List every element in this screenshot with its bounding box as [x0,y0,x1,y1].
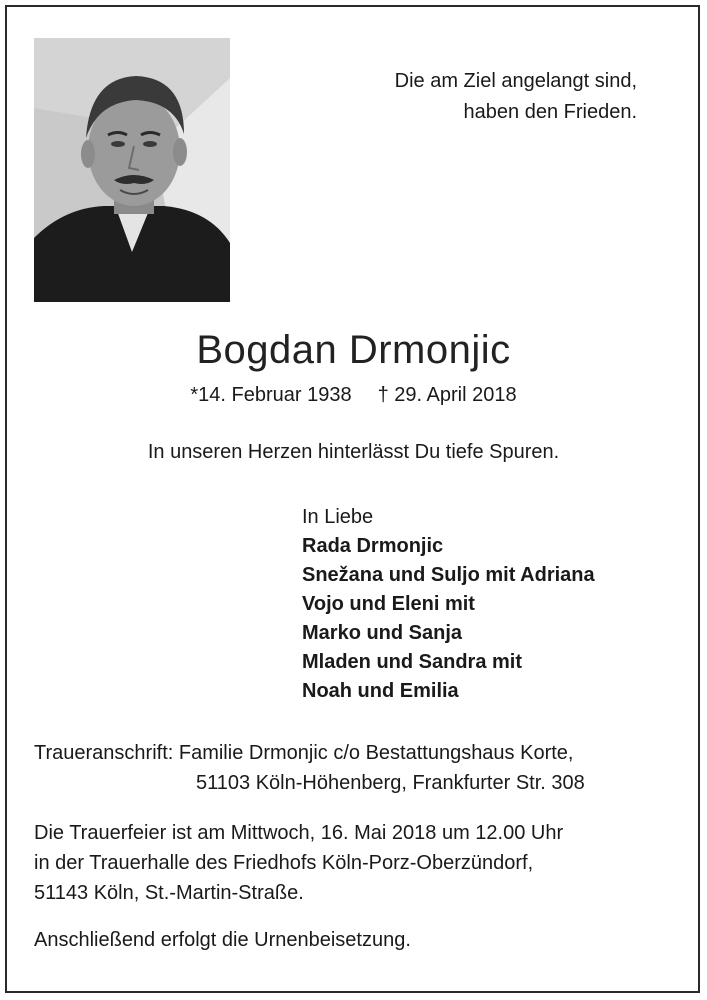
deceased-name: Bogdan Drmonjic [196,328,511,372]
motto-quote [317,66,637,128]
mourner-name: Noah und Emilia [302,680,459,702]
life-dates [0,384,707,407]
mourner-name: Vojo und Eleni mit [302,593,475,615]
mourner-name: Marko und Sanja [302,622,463,644]
mourner-name: Rada Drmonjic [302,535,444,557]
ceremony-line-2: in der Trauerhalle des Friedhofs Köln-Porz-Oberzündorf, [34,852,534,874]
mourner-name: Snežana und Suljo mit Adriana [302,564,595,586]
portrait-image [34,38,230,302]
ceremony-line-1: Die Trauerfeier ist am Mittwoch, 16. Mai 2018 um 12.00 Uhr [34,822,564,844]
ceremony-details [34,818,563,908]
ceremony-line-3: 51143 Köln, St.-Martin-Straße. [34,882,304,904]
address-line-1: Traueranschrift: Familie Drmonjic c/o Bestattungshaus Korte, [34,742,574,764]
birth-date: *14. Februar 1938 [190,384,352,406]
death-date: † 29. April 2018 [377,384,517,406]
mourning-address [34,738,585,798]
motto-line-1: Die am Ziel angelangt sind, [394,70,637,92]
portrait-photo [34,38,230,302]
closing-note: Anschließend erfolgt die Urnenbeisetzung. [34,929,411,951]
family-intro: In Liebe [302,506,374,528]
mourners-list [302,503,595,706]
motto-line-2: haben den Frieden. [463,101,637,123]
memorial-quote: In unseren Herzen hinterlässt Du tiefe Spuren. [147,441,560,463]
mourner-name: Mladen und Sandra mit [302,651,523,673]
address-line-2: 51103 Köln-Höhenberg, Frankfurter Str. 308 [196,772,585,794]
